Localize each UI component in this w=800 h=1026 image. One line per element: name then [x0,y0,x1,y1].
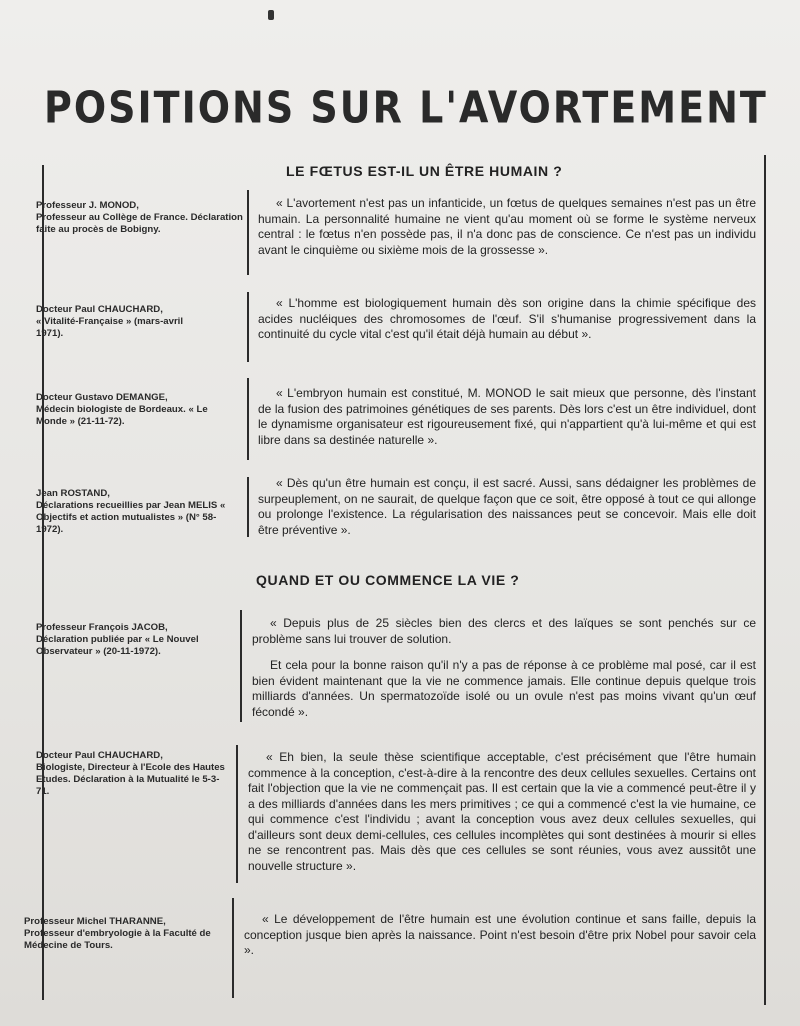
divider-3 [247,378,249,460]
quote-paragraph: Et cela pour la bonne raison qu'il n'y a pas de réponse à ce problème mal posé, car il est bien évident maintenant que la vie ne commence jamais. Elle continue depuis quelque trois milliards d'années. Un spermatozoïde isolé ou un ovule n'est pas moins vivant qu'un œuf fécondé ». [252,658,756,719]
author-chauchard-1 [36,304,206,340]
divider-1 [247,190,249,275]
quote-paragraph: « Depuis plus de 25 siècles bien des clercs et des laïques se sont penchés sur ce problème sans lui trouver de solution. [252,616,756,646]
right-rule [764,155,766,1005]
author-tharanne [24,916,226,952]
divider-6 [236,745,238,883]
quote-paragraph: « Dès qu'un être humain est conçu, il est sacré. Aussi, sans dédaigner les problèmes de surpeuplement, on ne saurait, de quelque façon que ce soit, être opposé à tout ce qui allonge ou prolonge l'existence. La régularisation des naissances peut se concevoir. Mais elle doit être préventive ». [258,476,756,537]
author-rostand [36,488,232,536]
author-desc: Déclarations recueillies par Jean MELIS « Objectifs et action mutualistes » (N° 58-1972). [36,500,226,535]
author-desc: Professeur d'embryologie à la Faculté de Médecine de Tours. [24,928,211,951]
author-name: Docteur Paul CHAUCHARD, [36,304,163,315]
quote-paragraph: « Le développement de l'être humain est une évolution continue et sans faille, depuis la conception jusque bien après la naissance. Point n'est besoin d'être prix Nobel pour savoir cela ». [244,912,756,957]
ink-mark [268,10,274,20]
quote-demange [258,386,756,459]
author-name: Professeur Michel THARANNE, [24,916,166,927]
author-monod [36,200,244,236]
divider-5 [240,610,242,722]
quote-jacob [252,616,756,731]
author-desc: Déclaration publiée par « Le Nouvel Observateur » (20-11-1972). [36,634,199,657]
quote-chauchard-2 [248,750,756,885]
author-desc: Médecin biologiste de Bordeaux. « Le Monde » (21-11-72). [36,404,208,427]
author-name: Docteur Gustavo DEMANGE, [36,392,168,403]
quote-paragraph: « Eh bien, la seule thèse scientifique acceptable, c'est précisément que l'être humain commence à la conception, c'est-à-dire à la rencontre des deux cellules sexuelles. Certains ont fait l'objection que la vie ne commençait pas. Il est certain que la vie a commencé peut-être il y a des milliards d'années dans les mers primitives ; ce qui a commencé c'est la vie humaine, ce qui commence c'est l'individu ; avant la conception vous avez deux cellules sexuelles, qui d'ailleurs sont deux demi-cellules, ces cellules incomplètes qui sont destinées à mourir si elles ne se rencontrent pas. Mais dès que ces cellules se sont réunies, vous avez aussitôt une nouvelle structure ». [248,750,756,873]
quote-paragraph: « L'avortement n'est pas un infanticide, un fœtus de quelques semaines n'est pas un être humain. La personnalité humaine ne vient qu'au moment où se forme le système nerveux central : le fœtus n'en possède pas, il n'a donc pas de conscience. Ce n'est pas un individu avant le cinquième ou sixième mois de la grossesse ». [258,196,756,257]
section-heading-2: QUAND ET OU COMMENCE LA VIE ? [256,572,520,588]
divider-7 [232,898,234,998]
divider-4 [247,477,249,537]
left-rule [42,165,44,1000]
quote-monod [258,196,756,269]
author-name: Professeur François JACOB, [36,622,168,633]
author-desc: « Vitalité-Française » (mars-avril 1971). [36,316,184,339]
page-title: POSITIONS SUR L'AVORTEMENT [44,82,768,133]
author-desc: Biologiste, Directeur à l'Ecole des Hautes Etudes. Déclaration à la Mutualité le 5-3-71. [36,762,225,797]
quote-chauchard-1 [258,296,756,354]
author-name: Docteur Paul CHAUCHARD, [36,750,163,761]
divider-2 [247,292,249,362]
quote-tharanne [244,912,756,970]
author-name: Jean ROSTAND, [36,488,110,499]
quote-paragraph: « L'embryon humain est constitué, M. MONOD le sait mieux que personne, dès l'instant de la fusion des patrimoines génétiques de ses parents. Dès lors c'est un être individuel, dont le dynamisme organisateur est rigoureusement fixé, qui n'appartient qu'à lui-même et qui est libre dans sa destinée naturelle ». [258,386,756,447]
author-demange [36,392,236,428]
author-chauchard-2 [36,750,232,798]
author-name: Professeur J. MONOD, [36,200,139,211]
section-heading-1: LE FŒTUS EST-IL UN ÊTRE HUMAIN ? [286,163,563,179]
author-desc: Professeur au Collège de France. Déclaration faite au procès de Bobigny. [36,212,243,235]
quote-rostand [258,476,756,549]
quote-paragraph: « L'homme est biologiquement humain dès son origine dans la chimie spécifique des acides nucléiques des chromosomes de l'œuf. S'il s'humanise progressivement dans la continuité du cycle vital c'est qu'il était déjà humain au début ». [258,296,756,341]
author-jacob [36,622,226,658]
